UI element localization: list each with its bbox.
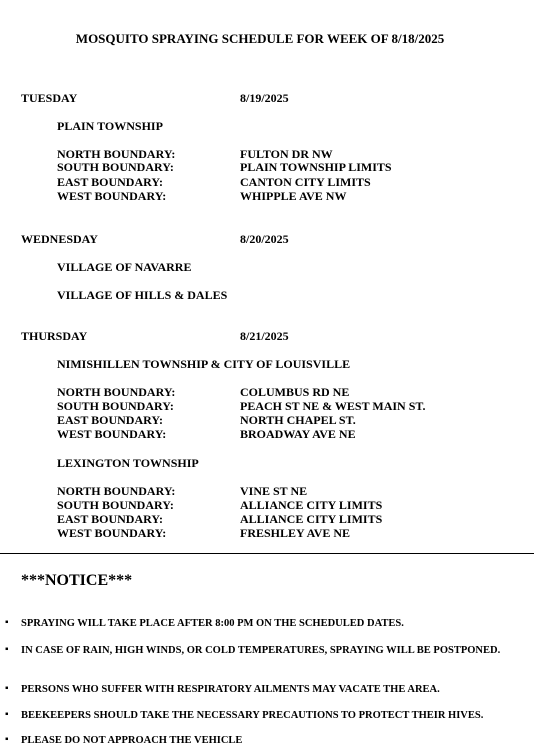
- day-date: 8/19/2025: [240, 91, 289, 105]
- boundary-value: FULTON DR NW: [240, 147, 333, 161]
- boundary-value: BROADWAY AVE NE: [240, 427, 356, 441]
- boundary-value: ALLIANCE CITY LIMITS: [240, 498, 383, 512]
- boundary-value: COLUMBUS RD NE: [240, 385, 350, 399]
- boundary-value: ALLIANCE CITY LIMITS: [240, 512, 383, 526]
- day-date: 8/21/2025: [240, 329, 289, 343]
- bullet-icon: ▪: [5, 644, 9, 655]
- notice-heading: ***NOTICE***: [21, 572, 133, 589]
- boundary-label: NORTH BOUNDARY:: [57, 147, 176, 161]
- day-label: TUESDAY: [21, 91, 78, 105]
- bullet-icon: ▪: [5, 734, 9, 745]
- boundary-value: WHIPPLE AVE NW: [240, 189, 347, 203]
- boundary-label: NORTH BOUNDARY:: [57, 385, 176, 399]
- boundary-value: FRESHLEY AVE NE: [240, 526, 351, 540]
- boundary-value: CANTON CITY LIMITS: [240, 175, 371, 189]
- notice-item: PERSONS WHO SUFFER WITH RESPIRATORY AILMENTS MAY VACATE THE AREA.: [21, 684, 440, 695]
- boundary-value: NORTH CHAPEL ST.: [240, 413, 356, 427]
- notice-item: PLEASE DO NOT APPROACH THE VEHICLE: [21, 735, 243, 746]
- boundary-label: SOUTH BOUNDARY:: [57, 498, 174, 512]
- notice-item: IN CASE OF RAIN, HIGH WINDS, OR COLD TEMPERATURES, SPRAYING WILL BE POSTPONED.: [21, 645, 501, 656]
- boundary-label: EAST BOUNDARY:: [57, 512, 163, 526]
- boundary-label: SOUTH BOUNDARY:: [57, 399, 174, 413]
- bullet-icon: ▪: [5, 709, 9, 720]
- notice-item: BEEKEEPERS SHOULD TAKE THE NECESSARY PRECAUTIONS TO PROTECT THEIR HIVES.: [21, 710, 484, 721]
- boundary-value: VINE ST NE: [240, 484, 308, 498]
- bullet-icon: ▪: [5, 617, 9, 628]
- boundary-value: PLAIN TOWNSHIP LIMITS: [240, 160, 392, 174]
- boundary-label: WEST BOUNDARY:: [57, 526, 167, 540]
- boundary-value: PEACH ST NE & WEST MAIN ST.: [240, 399, 426, 413]
- boundary-label: WEST BOUNDARY:: [57, 189, 167, 203]
- schedule-title: MOSQUITO SPRAYING SCHEDULE FOR WEEK OF 8/18/2025: [75, 31, 445, 46]
- section-divider: [0, 553, 534, 554]
- area-name: VILLAGE OF HILLS & DALES: [57, 288, 228, 302]
- area-name: VILLAGE OF NAVARRE: [57, 260, 192, 274]
- day-label: THURSDAY: [21, 329, 88, 343]
- notice-item: SPRAYING WILL TAKE PLACE AFTER 8:00 PM ON THE SCHEDULED DATES.: [21, 618, 404, 629]
- area-name: LEXINGTON TOWNSHIP: [57, 456, 199, 470]
- day-label: WEDNESDAY: [21, 232, 98, 246]
- area-name: PLAIN TOWNSHIP: [57, 119, 163, 133]
- day-date: 8/20/2025: [240, 232, 289, 246]
- boundary-label: SOUTH BOUNDARY:: [57, 160, 174, 174]
- boundary-label: EAST BOUNDARY:: [57, 175, 163, 189]
- bullet-icon: ▪: [5, 683, 9, 694]
- boundary-label: EAST BOUNDARY:: [57, 413, 163, 427]
- boundary-label: NORTH BOUNDARY:: [57, 484, 176, 498]
- area-name: NIMISHILLEN TOWNSHIP & CITY OF LOUISVILLE: [57, 357, 351, 371]
- boundary-label: WEST BOUNDARY:: [57, 427, 167, 441]
